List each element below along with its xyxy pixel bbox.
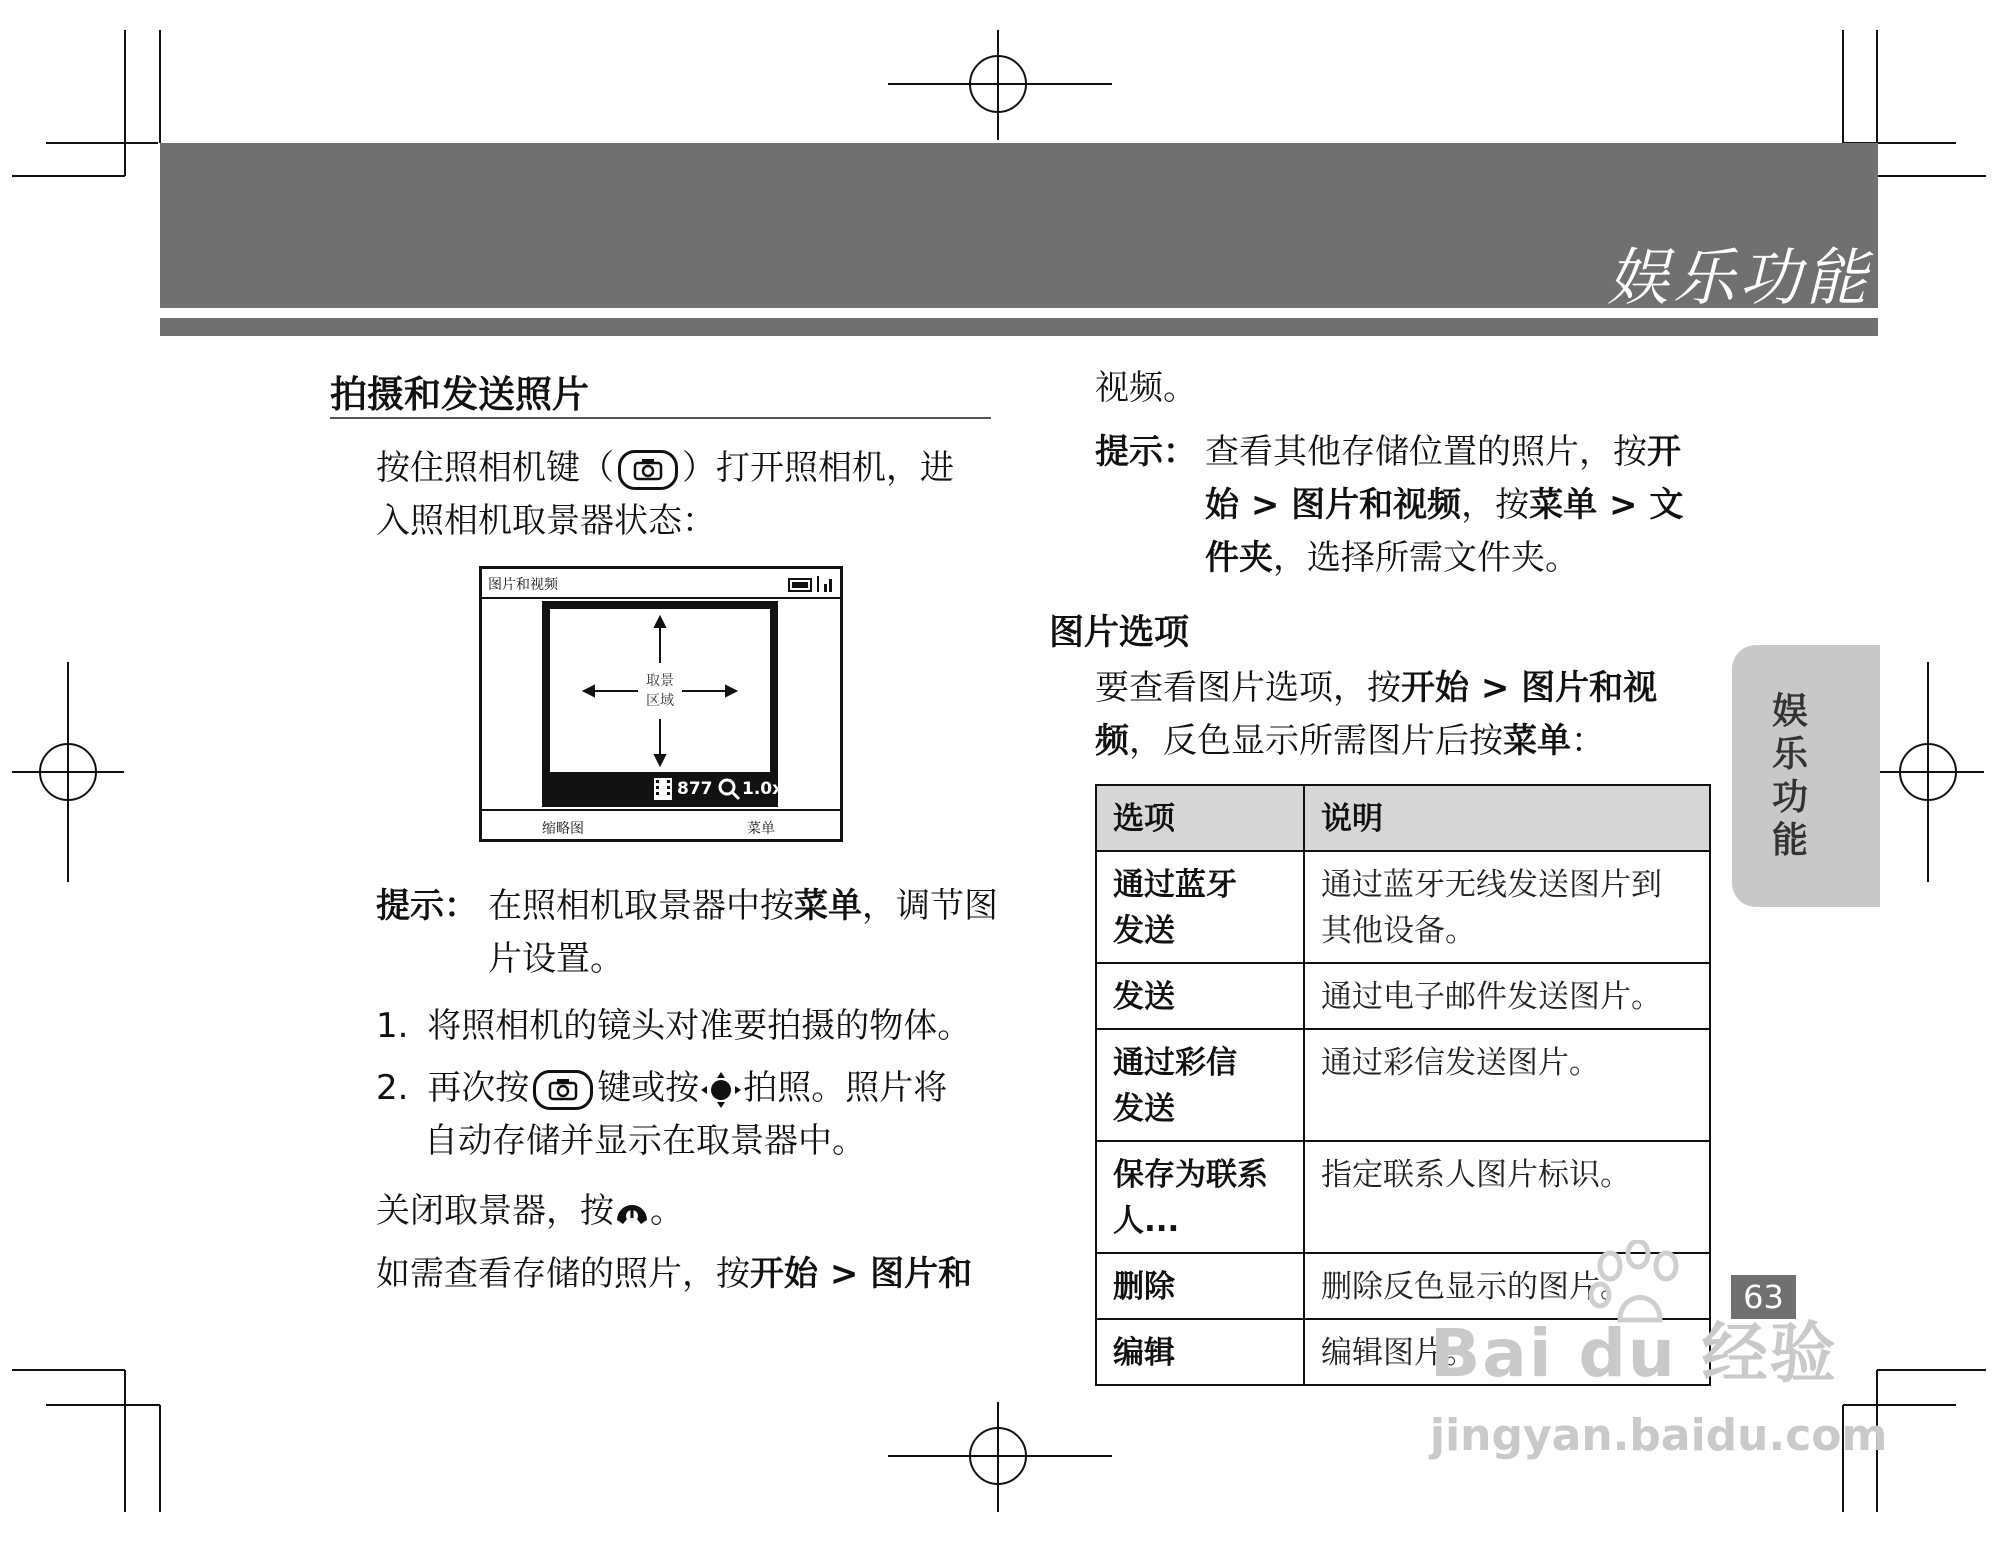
tip-right-bold3: 菜单 > 文 (1529, 485, 1684, 525)
tip-right-bold4: 件夹 (1205, 538, 1273, 578)
step-2-text-c: 拍照。照片将 (743, 1068, 948, 1108)
table-cell-option: 发送 (1096, 963, 1304, 1029)
tip-label: 提示： (1095, 432, 1197, 472)
section-title-options: 图片选项 (1049, 613, 1190, 653)
intro-text-b: ）打开照相机，进 (682, 448, 954, 488)
tip-right-bold1: 开 (1647, 432, 1681, 472)
film-icon (652, 777, 674, 801)
tip-label-right (1095, 426, 1197, 479)
camera-key-icon (533, 1070, 593, 1110)
table-cell-description: 通过电子邮件发送图片。 (1304, 963, 1710, 1029)
tip-right-bold2: 始 > 图片和视频 (1205, 485, 1462, 525)
table-cell-option (1096, 1141, 1304, 1253)
option-line-2: 发送 (1113, 1091, 1175, 1127)
table-header-description: 说明 (1304, 785, 1710, 851)
tip-right-b: ，按 (1461, 485, 1530, 525)
chapter-side-tab-label (1770, 690, 1810, 862)
tip-text-a: 在照相机取景器中按 (488, 886, 794, 926)
options-bold3: 菜单 (1503, 721, 1571, 761)
viewfinder-area (550, 609, 770, 772)
tip-label: 提示： (376, 886, 478, 926)
step-1-number: 1. (376, 1006, 409, 1046)
softkey-thumbnails: 缩略图 (542, 821, 584, 837)
viewfinder-label (640, 671, 680, 711)
section-rule (330, 417, 991, 419)
option-line-2: 人... (1113, 1203, 1180, 1239)
description-line-2: 其他设备。 (1321, 913, 1476, 949)
option-line-2: 发送 (1113, 913, 1175, 949)
tip-text-b: ，调节图 (862, 886, 998, 926)
side-tab-char: 乐 (1771, 734, 1808, 775)
section-title-photo: 拍摄和发送照片 (330, 373, 589, 416)
battery-signal-icon (788, 574, 834, 594)
table-row (1096, 963, 1710, 1029)
tip-text-left (488, 880, 1008, 986)
table-cell-option: 删除 (1096, 1253, 1304, 1319)
zoom-icon (717, 777, 741, 801)
remaining-shots: 877 (677, 779, 713, 799)
close-text-b: 。 (650, 1191, 684, 1231)
table-cell-option (1096, 851, 1304, 963)
phone-softkey-bar (482, 809, 840, 841)
side-tab-char: 能 (1771, 820, 1808, 861)
table-row (1096, 851, 1710, 963)
table-cell-option: 编辑 (1096, 1319, 1304, 1385)
tip-text-c: 片设置。 (488, 939, 624, 979)
option-line-1: 保存为联系 (1113, 1157, 1268, 1193)
options-bold1: 开始 > 图片和视 (1401, 668, 1658, 708)
options-paragraph (1095, 662, 1715, 768)
options-text-c: ： (1571, 721, 1605, 761)
continued-text: 视频。 (1095, 368, 1197, 408)
table-cell-description: 指定联系人图片标识。 (1304, 1141, 1710, 1253)
step-2-text-a: 再次按 (427, 1068, 530, 1108)
step-2-text-b: 键或按 (597, 1068, 700, 1108)
zoom-level: 1.0x (742, 779, 784, 799)
camera-key-icon (618, 450, 678, 490)
table-cell-description: 删除反色显示的图片。 (1304, 1253, 1710, 1319)
table-row (1096, 1141, 1710, 1253)
intro-paragraph (376, 442, 996, 548)
viewfinder-label-2: 区域 (646, 693, 674, 709)
side-tab-char: 娱 (1771, 691, 1808, 732)
chapter-title: 娱乐功能 (1606, 241, 1871, 314)
viewfinder-frame (542, 601, 784, 807)
close-viewfinder-line (376, 1185, 684, 1238)
header-rule (160, 318, 1878, 336)
view-text-a: 如需查看存储的照片，按 (376, 1254, 750, 1294)
step-1-text: 将照相机的镜头对准要拍摄的物体。 (427, 1006, 972, 1046)
step-2 (376, 1062, 1016, 1168)
options-bold2: 频 (1095, 721, 1129, 761)
table-header-row (1096, 785, 1710, 851)
navigation-pad-icon (699, 1070, 743, 1110)
side-tab-char: 功 (1771, 777, 1808, 818)
intro-text-c: 入照相机取景器状态： (376, 501, 716, 541)
end-key-icon (614, 1198, 650, 1228)
softkey-menu: 菜单 (747, 821, 775, 837)
tip-text-right (1205, 426, 1725, 585)
step-1 (376, 1000, 971, 1053)
table-cell-description (1304, 851, 1710, 963)
table-row (1096, 1029, 1710, 1141)
watermark-logo-text: Bai du 经验 (1430, 1315, 1838, 1392)
phone-status-bar (482, 569, 840, 599)
table-cell-description: 通过彩信发送图片。 (1304, 1029, 1710, 1141)
tip-label-left (376, 880, 478, 933)
phone-status-title: 图片和视频 (488, 577, 558, 593)
options-text-b: ，反色显示所需图片后按 (1129, 721, 1503, 761)
table-header-option: 选项 (1096, 785, 1304, 851)
step-2-text-d: 自动存储并显示在取景器中。 (424, 1121, 866, 1161)
table-cell-description: 编辑图片。 (1304, 1319, 1710, 1385)
tip-right-c: ，选择所需文件夹。 (1273, 538, 1579, 578)
options-text-a: 要查看图片选项，按 (1095, 668, 1401, 708)
option-line-1: 通过蓝牙 (1113, 867, 1237, 903)
viewfinder-label-1: 取景 (646, 673, 674, 689)
step-2-number: 2. (376, 1068, 409, 1108)
page-number: 63 (1731, 1275, 1796, 1319)
tip-bold: 菜单 (794, 886, 862, 926)
camera-viewfinder-screen (479, 566, 843, 842)
description-line-1: 通过蓝牙无线发送图片到 (1321, 867, 1662, 903)
view-photos-line (376, 1248, 972, 1301)
view-text-bold: 开始 > 图片和 (750, 1254, 973, 1294)
option-line-1: 通过彩信 (1113, 1045, 1237, 1081)
intro-text-a: 按住照相机键（ (376, 448, 614, 488)
close-text-a: 关闭取景器，按 (376, 1191, 614, 1231)
table-cell-option (1096, 1029, 1304, 1141)
watermark-url: jingyan.baidu.com (1430, 1410, 1888, 1461)
tip-right-a: 查看其他存储位置的照片，按 (1205, 432, 1647, 472)
